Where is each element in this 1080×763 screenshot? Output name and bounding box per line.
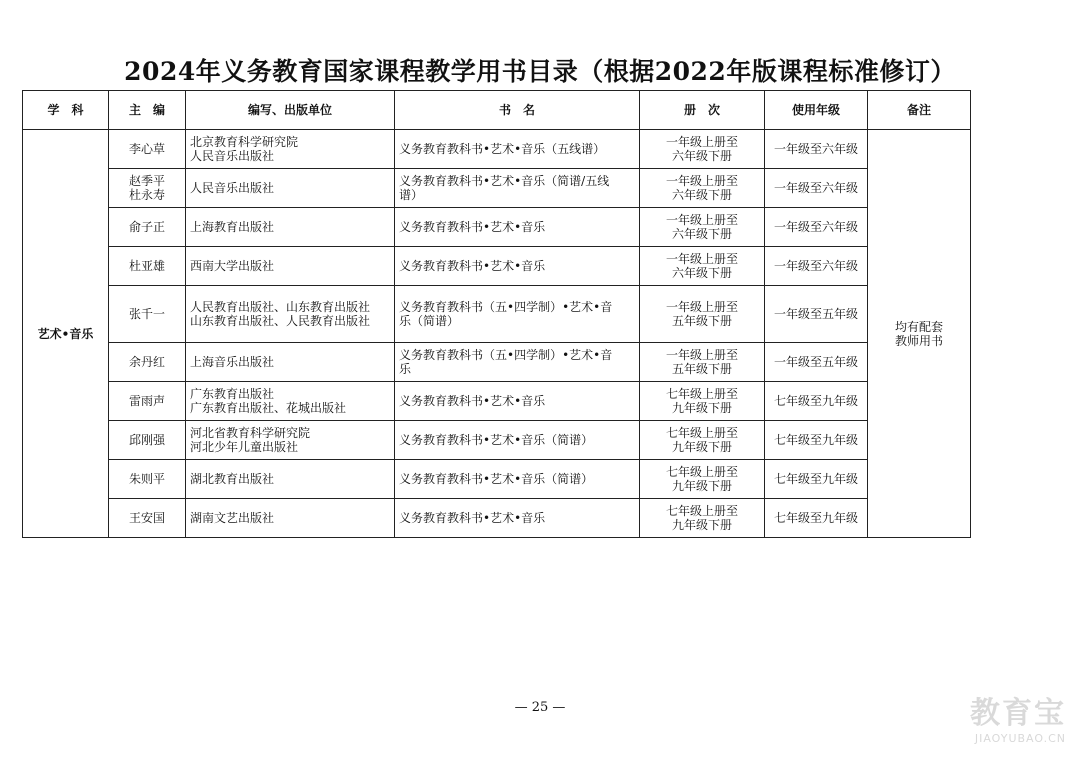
grade-cell: 七年级至九年级	[765, 499, 868, 538]
editor-cell: 余丹红	[109, 343, 186, 382]
editor-cell: 邱刚强	[109, 421, 186, 460]
publisher-cell: 上海教育出版社	[186, 208, 395, 247]
grade-cell: 七年级至九年级	[765, 421, 868, 460]
volume-cell: 七年级上册至 九年级下册	[640, 499, 765, 538]
volume-cell: 一年级上册至 六年级下册	[640, 169, 765, 208]
editor-cell: 赵季平 杜永寿	[109, 169, 186, 208]
volume-cell: 七年级上册至 九年级下册	[640, 460, 765, 499]
header-remark: 备注	[868, 91, 971, 130]
publisher-cell: 人民教育出版社、山东教育出版社 山东教育出版社、人民教育出版社	[186, 286, 395, 343]
publisher-cell: 广东教育出版社 广东教育出版社、花城出版社	[186, 382, 395, 421]
editor-cell: 张千一	[109, 286, 186, 343]
table-row	[23, 460, 971, 499]
grade-cell: 一年级至六年级	[765, 130, 868, 169]
table-row	[23, 286, 971, 343]
watermark-logo	[970, 688, 1066, 745]
remark-cell: 均有配套 教师用书	[868, 130, 971, 538]
publisher-cell: 湖南文艺出版社	[186, 499, 395, 538]
volume-cell: 一年级上册至 六年级下册	[640, 130, 765, 169]
book-title-cell: 义务教育教科书•艺术•音乐（简谱）	[395, 460, 640, 499]
header-editor: 主 编	[109, 91, 186, 130]
publisher-cell: 上海音乐出版社	[186, 343, 395, 382]
header-publisher: 编写、出版单位	[186, 91, 395, 130]
watermark-text: 教育宝	[970, 696, 1066, 731]
grade-cell: 七年级至九年级	[765, 460, 868, 499]
table-row	[23, 343, 971, 382]
publisher-cell: 河北省教育科学研究院 河北少年儿童出版社	[186, 421, 395, 460]
editor-cell: 俞子正	[109, 208, 186, 247]
grade-cell: 一年级至六年级	[765, 169, 868, 208]
textbook-catalog-table	[22, 90, 971, 538]
watermark-url: JIAOYUBAO.CN	[974, 732, 1066, 745]
book-title-cell: 义务教育教科书•艺术•音乐	[395, 382, 640, 421]
book-title-cell: 义务教育教科书•艺术•音乐（简谱）	[395, 421, 640, 460]
header-subject: 学 科	[23, 91, 109, 130]
volume-cell: 七年级上册至 九年级下册	[640, 382, 765, 421]
book-title-cell: 义务教育教科书•艺术•音乐	[395, 208, 640, 247]
publisher-cell: 西南大学出版社	[186, 247, 395, 286]
header-volume: 册 次	[640, 91, 765, 130]
header-book-title: 书 名	[395, 91, 640, 130]
table-row	[23, 382, 971, 421]
table-header-row	[23, 91, 971, 130]
table-row	[23, 247, 971, 286]
publisher-cell: 北京教育科学研究院 人民音乐出版社	[186, 130, 395, 169]
table-row	[23, 208, 971, 247]
book-title-cell: 义务教育教科书（五•四学制）•艺术•音 乐	[395, 343, 640, 382]
publisher-cell: 湖北教育出版社	[186, 460, 395, 499]
table-row	[23, 130, 971, 169]
volume-cell: 一年级上册至 六年级下册	[640, 247, 765, 286]
table-row	[23, 421, 971, 460]
page-number: — 25 —	[514, 700, 566, 715]
subject-cell: 艺术•音乐	[23, 130, 109, 538]
table-row	[23, 169, 971, 208]
book-title-cell: 义务教育教科书•艺术•音乐（五线谱）	[395, 130, 640, 169]
grade-cell: 一年级至六年级	[765, 247, 868, 286]
table-row	[23, 499, 971, 538]
grade-cell: 一年级至五年级	[765, 286, 868, 343]
editor-cell: 雷雨声	[109, 382, 186, 421]
volume-cell: 一年级上册至 五年级下册	[640, 343, 765, 382]
book-title-cell: 义务教育教科书（五•四学制）•艺术•音 乐（简谱）	[395, 286, 640, 343]
editor-cell: 王安国	[109, 499, 186, 538]
header-grade: 使用年级	[765, 91, 868, 130]
volume-cell: 七年级上册至 九年级下册	[640, 421, 765, 460]
editor-cell: 杜亚雄	[109, 247, 186, 286]
publisher-cell: 人民音乐出版社	[186, 169, 395, 208]
grade-cell: 一年级至六年级	[765, 208, 868, 247]
volume-cell: 一年级上册至 五年级下册	[640, 286, 765, 343]
grade-cell: 一年级至五年级	[765, 343, 868, 382]
page-title: 2024年义务教育国家课程教学用书目录（根据2022年版课程标准修订）	[124, 57, 956, 86]
book-title-cell: 义务教育教科书•艺术•音乐	[395, 499, 640, 538]
editor-cell: 朱则平	[109, 460, 186, 499]
volume-cell: 一年级上册至 六年级下册	[640, 208, 765, 247]
editor-cell: 李心草	[109, 130, 186, 169]
book-title-cell: 义务教育教科书•艺术•音乐	[395, 247, 640, 286]
book-title-cell: 义务教育教科书•艺术•音乐（简谱/五线 谱）	[395, 169, 640, 208]
grade-cell: 七年级至九年级	[765, 382, 868, 421]
